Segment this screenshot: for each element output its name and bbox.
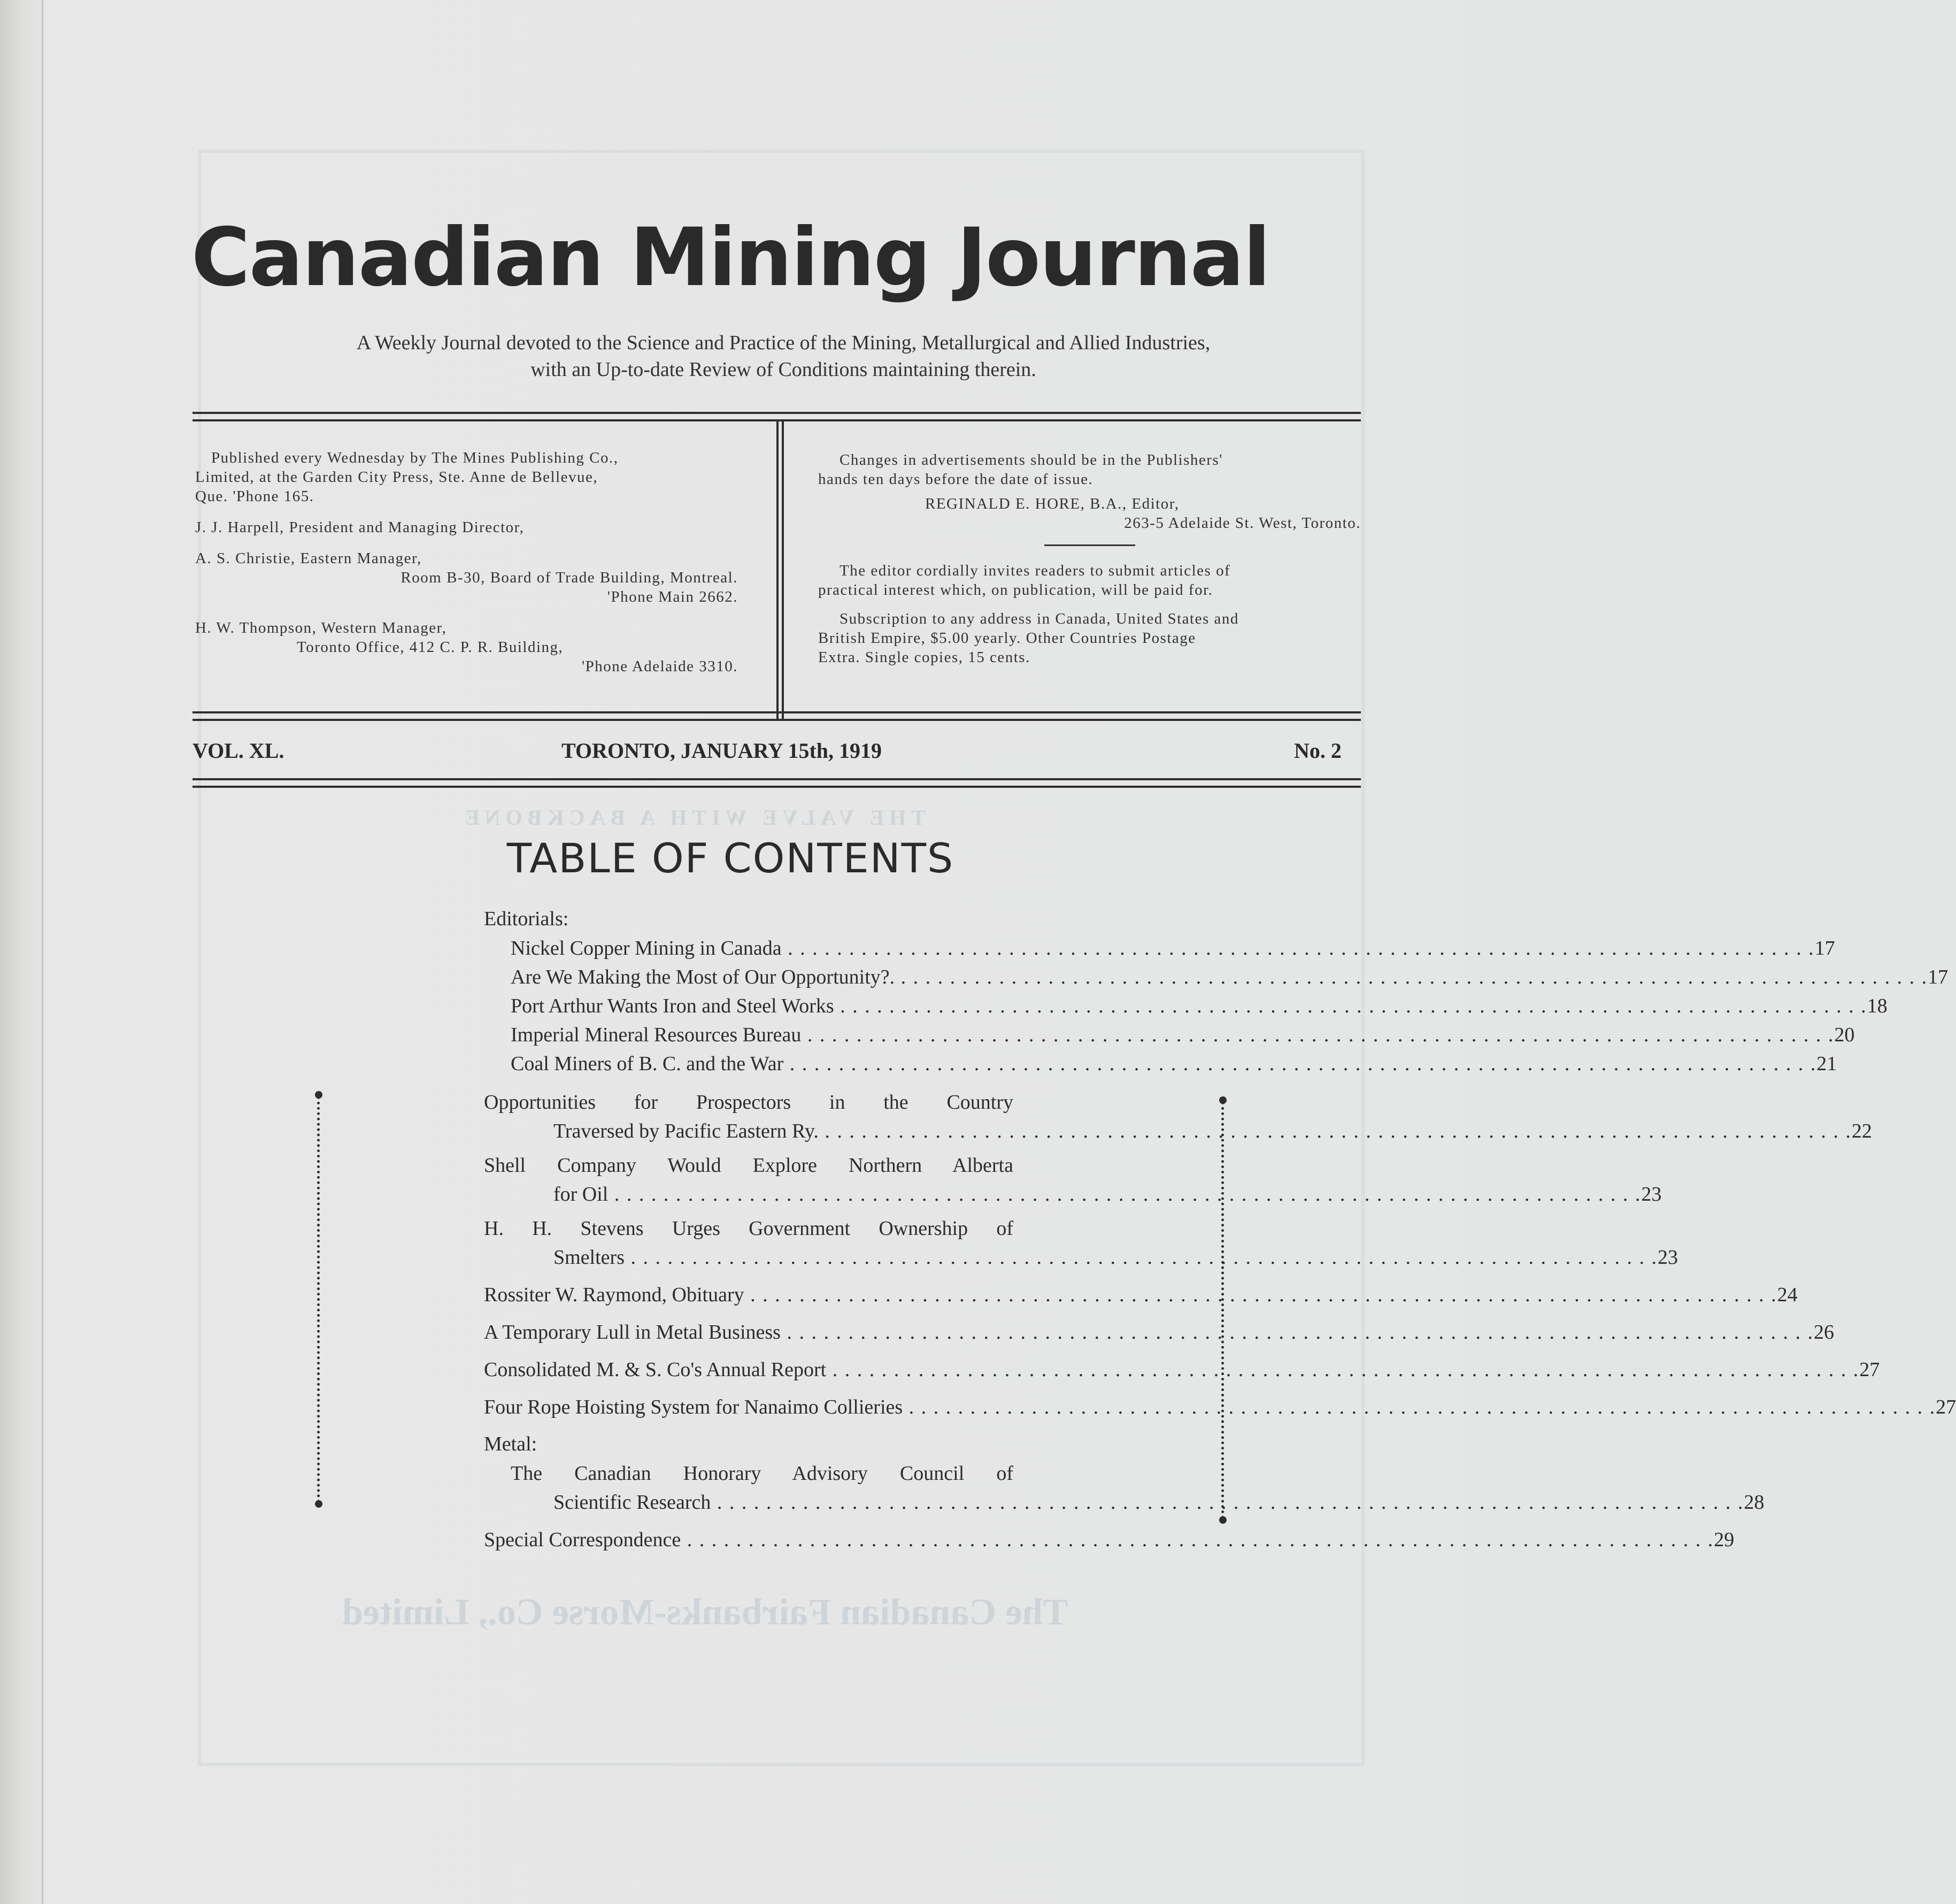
toc-entry-title: A Temporary Lull in Metal Business . . . — [484, 1318, 1814, 1347]
toc-entry-page: 21 — [1816, 1053, 1837, 1075]
western-phone: 'Phone Adelaide 3310. — [581, 658, 738, 675]
invite-text: The editor cordially invites readers to submit articles of — [840, 562, 1231, 579]
toc-entry-page: 22 — [1851, 1120, 1872, 1142]
invite-text: practical interest which, on publication, will be paid for. — [818, 581, 1213, 598]
toc-entry — [484, 1214, 1678, 1272]
toc-entry-title: H. H. Stevens Urges Government Ownership of — [484, 1217, 1013, 1240]
toc-entry-page: 17 — [1928, 966, 1949, 988]
toc-entry — [484, 1088, 1872, 1146]
publisher-text: Limited, at the Garden City Press, Ste. Anne de Bellevue, — [195, 469, 598, 486]
toc-entry — [484, 992, 1888, 1020]
western-manager: H. W. Thompson, Western Manager, — [195, 619, 447, 636]
toc-entry-page: 29 — [1714, 1529, 1735, 1551]
toc-entry-title-cont: for Oil . . . — [553, 1180, 1641, 1209]
table-of-contents — [484, 904, 1956, 1554]
issue-date: TORONTO, JANUARY 15th, 1919 — [561, 739, 882, 763]
toc-entry-page: 23 — [1657, 1246, 1678, 1269]
toc-entry-continuation — [484, 1117, 1872, 1146]
subscription-text: Subscription to any address in Canada, United States and — [840, 610, 1239, 627]
issue-number: No. 2 — [1294, 739, 1342, 763]
editor-address: 263-5 Adelaide St. West, Toronto. — [1124, 515, 1361, 532]
toc-entry-title-cont: Smelters . . . — [553, 1243, 1658, 1272]
eastern-address: Room B-30, Board of Trade Building, Montreal. — [401, 569, 738, 586]
editorials-heading: Editorials: — [484, 908, 569, 930]
toc-entry-title: Consolidated M. & S. Co's Annual Report . . . — [484, 1355, 1859, 1384]
publisher-text: Published every Wednesday by The Mines Publishing Co., — [211, 449, 619, 466]
changes-text: hands ten days before the date of issue. — [818, 471, 1093, 488]
publisher-text: Que. 'Phone 165. — [195, 488, 314, 505]
toc-entry-page: 26 — [1813, 1321, 1834, 1343]
rule — [192, 778, 1361, 780]
toc-entry — [484, 1459, 1765, 1517]
editor-info — [818, 450, 1361, 667]
toc-entry-title: Imperial Mineral Resources Bureau . . . — [511, 1020, 1834, 1049]
toc-entry-page: 23 — [1641, 1183, 1662, 1206]
toc-entry-title: Special Correspondence . . . — [484, 1525, 1714, 1554]
journal-title: Canadian Mining Journal — [191, 211, 1270, 304]
toc-entry — [484, 1020, 1855, 1049]
toc-entry-title: Port Arthur Wants Iron and Steel Works . . . — [511, 992, 1867, 1020]
toc-entry-title: Coal Miners of B. C. and the War . . . — [511, 1049, 1816, 1078]
toc-entry-title: Shell Company Would Explore Northern Alberta — [484, 1154, 1013, 1177]
toc-title: TABLE OF CONTENTS — [506, 834, 954, 882]
journal-subtitle — [203, 329, 1364, 383]
subscription-text: British Empire, $5.00 yearly. Other Countries Postage — [818, 629, 1196, 647]
toc-entry-title: Are We Making the Most of Our Opportunity?. . . . — [511, 963, 1928, 992]
toc-entry-page: 27 — [1936, 1396, 1956, 1418]
western-address: Toronto Office, 412 C. P. R. Building, — [297, 639, 564, 656]
toc-entry-page: 24 — [1777, 1284, 1798, 1306]
column-divider — [782, 419, 784, 719]
toc-entry-page: 20 — [1834, 1024, 1855, 1046]
toc-entry-title: Rossiter W. Raymond, Obituary . . . — [484, 1280, 1777, 1309]
column-divider — [776, 419, 779, 719]
rule — [192, 719, 1361, 721]
rule — [192, 412, 1361, 414]
toc-entry-title: Nickel Copper Mining in Canada . . . — [511, 934, 1815, 963]
subscription-text: Extra. Single copies, 15 cents. — [818, 649, 1030, 666]
decorative-dotted-rule — [1221, 1102, 1226, 1519]
rule — [192, 786, 1361, 788]
toc-entry-title-cont: Traversed by Pacific Eastern Ry. . . . — [553, 1117, 1852, 1146]
rule — [192, 711, 1361, 713]
toc-entry — [484, 934, 1835, 963]
toc-entry-title: Opportunities for Prospectors in the Country — [484, 1091, 1013, 1114]
changes-text: Changes in advertisements should be in the Publishers' — [840, 451, 1223, 469]
eastern-phone: 'Phone Main 2662. — [607, 588, 738, 605]
toc-entry-title: Four Rope Hoisting System for Nanaimo Collieries . . . — [484, 1393, 1936, 1422]
toc-entry — [484, 1355, 1880, 1384]
toc-entry-page: 17 — [1814, 937, 1835, 959]
toc-entry-page: 18 — [1867, 995, 1888, 1017]
volume-label: VOL. XL. — [192, 739, 284, 763]
decorative-dot — [315, 1500, 322, 1508]
toc-entry-page: 27 — [1859, 1358, 1880, 1381]
toc-entry — [484, 1525, 1735, 1554]
toc-entry-title-cont: Scientific Research . . . — [553, 1488, 1744, 1517]
subtitle-line: with an Up-to-date Review of Conditions maintaining therein. — [530, 358, 1036, 381]
toc-entry — [484, 963, 1949, 992]
toc-entry-page: 28 — [1744, 1491, 1765, 1514]
editor-name: REGINALD E. HORE, B.A., Editor, — [925, 495, 1180, 512]
toc-entry — [484, 1318, 1834, 1347]
subtitle-line: A Weekly Journal devoted to the Science and Practice of the Mining, Metallurgical and Allied Industries, — [356, 332, 1211, 354]
publisher-info — [195, 448, 738, 676]
show-through-text: THE VALVE WITH A BACKBONE — [460, 805, 926, 830]
toc-entry-title: The Canadian Honorary Advisory Council of — [511, 1462, 1013, 1485]
decorative-dot — [315, 1091, 322, 1099]
eastern-manager: A. S. Christie, Eastern Manager, — [195, 550, 422, 567]
toc-entry — [484, 1393, 1956, 1422]
toc-entry — [484, 1280, 1798, 1309]
divider — [1044, 544, 1135, 546]
toc-entry-continuation — [484, 1180, 1662, 1209]
president-text: J. J. Harpell, President and Managing Director, — [195, 519, 525, 536]
show-through-text: The Canadian Fairbanks-Morse Co., Limited — [342, 1592, 1068, 1633]
toc-entry — [484, 1151, 1662, 1209]
decorative-dot — [1219, 1516, 1227, 1524]
toc-entry-continuation — [511, 1488, 1765, 1517]
decorative-dotted-rule — [317, 1096, 322, 1503]
toc-entry-continuation — [484, 1243, 1678, 1272]
toc-entry — [484, 1049, 1837, 1078]
metal-heading: Metal: — [484, 1433, 537, 1455]
decorative-dot — [1219, 1096, 1227, 1104]
